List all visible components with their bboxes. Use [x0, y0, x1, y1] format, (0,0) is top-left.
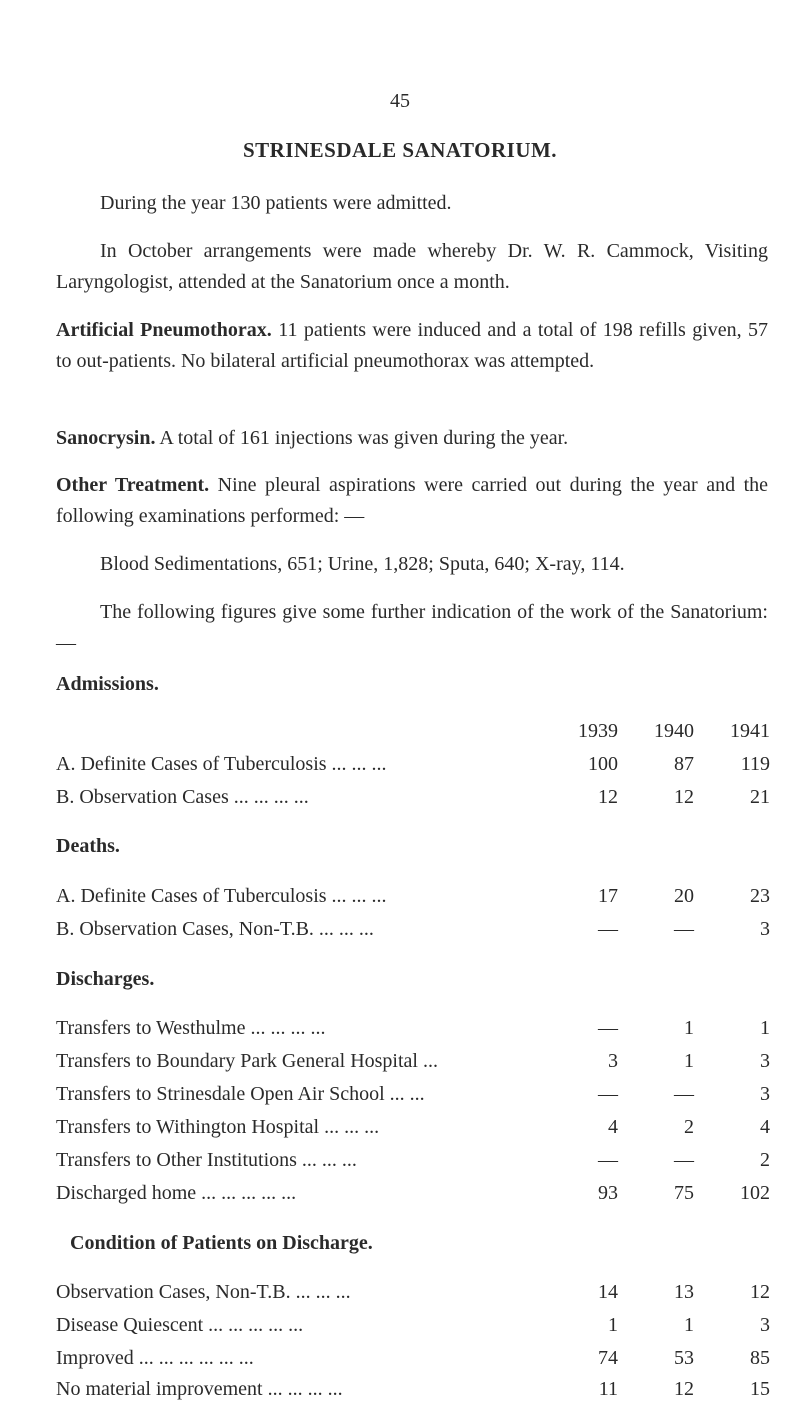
- row-label: Disease Quiescent ... ... ... ... ...: [56, 1314, 304, 1336]
- year-header-row: [56, 720, 768, 750]
- other-treatment-heading: Other Treatment.: [56, 474, 210, 496]
- value-1939: 4: [608, 1116, 618, 1138]
- value-1939: 3: [608, 1050, 618, 1072]
- row-label: B. Observation Cases ... ... ... ...: [56, 786, 309, 808]
- condition-heading: Condition of Patients on Discharge.: [70, 1232, 373, 1254]
- value-1939: 74: [598, 1347, 618, 1369]
- value-1939: 100: [588, 753, 618, 775]
- other-treatment-text: Nine pleural aspirations were carried out during the year and the following examinations performed: —: [56, 474, 769, 527]
- table-row: [56, 1083, 768, 1113]
- value-1939: 11: [598, 1378, 618, 1400]
- table-row: [56, 1149, 768, 1179]
- value-1941: 4: [760, 1116, 770, 1138]
- row-label: Transfers to Westhulme ... ... ... ...: [56, 1017, 326, 1039]
- row-label: A. Definite Cases of Tuberculosis ... ... ...: [56, 753, 387, 775]
- value-1939: 1: [608, 1314, 618, 1336]
- value-1940: 53: [674, 1347, 694, 1369]
- sanocrysin-text: A total of 161 injections was given during the year.: [159, 427, 569, 449]
- value-1941: 1: [760, 1017, 770, 1039]
- row-label: Improved ... ... ... ... ... ...: [56, 1347, 254, 1369]
- value-1940: 13: [674, 1281, 694, 1303]
- table-row: [56, 1017, 768, 1047]
- discharges-heading: Discharges.: [56, 968, 155, 990]
- row-label: Transfers to Boundary Park General Hospital ...: [56, 1050, 438, 1072]
- value-1940: 87: [674, 753, 694, 775]
- sanocrysin-heading: Sanocrysin.: [56, 427, 156, 449]
- table-row: [56, 786, 768, 816]
- value-1941: 85: [750, 1347, 770, 1369]
- value-1941: 23: [750, 885, 770, 907]
- value-1939: —: [598, 1017, 618, 1039]
- value-1939: 17: [598, 885, 618, 907]
- paragraph-pneumothorax: [56, 315, 768, 377]
- pneumothorax-heading: Artificial Pneumothorax.: [56, 319, 272, 341]
- paragraph-examinations: Blood Sedimentations, 651; Urine, 1,828; Sputa, 640; X-ray, 114.: [100, 553, 625, 575]
- table-row: [56, 918, 768, 948]
- value-1940: 1: [684, 1314, 694, 1336]
- row-label: A. Definite Cases of Tuberculosis ... ... ...: [56, 885, 387, 907]
- table-row: [56, 1281, 768, 1311]
- value-1940: —: [674, 1149, 694, 1171]
- table-row: [56, 1378, 768, 1408]
- table-row: [56, 1116, 768, 1146]
- row-label: Transfers to Strinesdale Open Air School ... ...: [56, 1083, 425, 1105]
- year-1939: 1939: [578, 720, 618, 742]
- value-1941: 102: [740, 1182, 770, 1204]
- paragraph-sanocrysin: [56, 423, 768, 454]
- value-1939: —: [598, 1083, 618, 1105]
- value-1940: 12: [674, 1378, 694, 1400]
- table-row: [56, 753, 768, 783]
- value-1940: 20: [674, 885, 694, 907]
- value-1940: 2: [684, 1116, 694, 1138]
- value-1940: 1: [684, 1017, 694, 1039]
- admissions-heading: Admissions.: [56, 673, 159, 695]
- value-1939: 93: [598, 1182, 618, 1204]
- value-1940: 12: [674, 786, 694, 808]
- row-label: Transfers to Withington Hospital ... ... ...: [56, 1116, 380, 1138]
- value-1941: 15: [750, 1378, 770, 1400]
- value-1941: 12: [750, 1281, 770, 1303]
- value-1940: 1: [684, 1050, 694, 1072]
- row-label: No material improvement ... ... ... ...: [56, 1378, 343, 1400]
- value-1941: 3: [760, 1083, 770, 1105]
- value-1941: 3: [760, 1314, 770, 1336]
- paragraph-october: In October arrangements were made whereby Dr. W. R. Cammock, Visiting Laryngologist, attended at the Sanatorium once a month.: [56, 240, 768, 293]
- value-1939: —: [598, 918, 618, 940]
- table-row: [56, 1314, 768, 1344]
- table-row: [56, 1182, 768, 1212]
- row-label: Discharged home ... ... ... ... ...: [56, 1182, 297, 1204]
- value-1939: 14: [598, 1281, 618, 1303]
- row-label: Observation Cases, Non-T.B. ... ... ...: [56, 1281, 351, 1303]
- value-1941: 3: [760, 918, 770, 940]
- table-row: [56, 885, 768, 915]
- value-1939: —: [598, 1149, 618, 1171]
- year-1940: 1940: [654, 720, 694, 742]
- value-1940: 75: [674, 1182, 694, 1204]
- value-1941: 2: [760, 1149, 770, 1171]
- row-label: Transfers to Other Institutions ... ... ...: [56, 1149, 357, 1171]
- value-1941: 3: [760, 1050, 770, 1072]
- pneumothorax-text: 11 patients were induced and a total of 198 refills given, 57 to out-patients. No bilateral artificial pneumothorax was attempted.: [56, 319, 769, 372]
- value-1939: 12: [598, 786, 618, 808]
- row-label: B. Observation Cases, Non-T.B. ... ... ...: [56, 918, 374, 940]
- year-1941: 1941: [730, 720, 770, 742]
- paragraph-following: The following figures give some further indication of the work of the Sanatorium: —: [56, 601, 768, 654]
- page-number: 45: [390, 90, 410, 112]
- paragraph-admitted: During the year 130 patients were admitted.: [100, 192, 452, 214]
- deaths-heading: Deaths.: [56, 835, 120, 857]
- value-1940: —: [674, 1083, 694, 1105]
- table-row: [56, 1347, 768, 1377]
- value-1941: 21: [750, 786, 770, 808]
- value-1940: —: [674, 918, 694, 940]
- table-row: [56, 1050, 768, 1080]
- value-1941: 119: [740, 753, 770, 775]
- paragraph-other-treatment: [56, 470, 768, 532]
- page-title: STRINESDALE SANATORIUM.: [242, 138, 558, 162]
